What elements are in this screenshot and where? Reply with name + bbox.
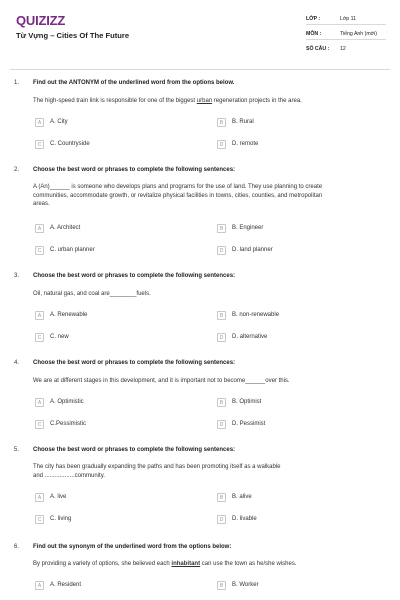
- question-number: 3.: [14, 273, 20, 279]
- option-letter-box: D: [217, 515, 226, 524]
- question-number: 2.: [14, 167, 20, 173]
- option-letter-box: B: [217, 493, 226, 502]
- option-letter-box: B: [217, 118, 226, 127]
- option-letter-box: B: [217, 398, 226, 407]
- header-divider: [10, 69, 390, 70]
- underlined-word: urban: [196, 98, 213, 104]
- option-label: B. Rural: [232, 119, 254, 125]
- option-label: C. new: [50, 334, 69, 340]
- option-letter-box: D: [217, 140, 226, 149]
- question-number: 4.: [14, 360, 20, 366]
- question-text: [33, 463, 367, 480]
- option-letter-box: B: [217, 224, 226, 233]
- question-text: [33, 183, 367, 209]
- option-label: D. Pessimist: [232, 421, 266, 427]
- question-title: Choose the best word or phrases to complete the following sentences:: [33, 447, 236, 453]
- option-letter-box: A: [35, 224, 44, 233]
- option-label: C. Countryside: [50, 141, 90, 147]
- option-letter-box: D: [217, 246, 226, 255]
- option-letter-box: D: [217, 333, 226, 342]
- option-label: C.Pessimistic: [50, 421, 87, 427]
- question-text: The high-speed train link is responsible for one of the biggest urban regeneration projects in the area.: [33, 98, 302, 104]
- underlined-word: inhabitant: [171, 561, 201, 567]
- question-number: 1.: [14, 80, 20, 86]
- option-label: B. Optimist: [232, 399, 262, 405]
- question-title: Find out the synonym of the underlined word from the options below:: [33, 544, 232, 550]
- text-line: communities, accommodate growth, or revitalize physical facilities in towns, cities, counties, and metropolitan: [33, 192, 323, 199]
- option-label: D. alternative: [232, 334, 268, 340]
- question-number: 6.: [14, 544, 20, 550]
- question-text: Oil, natural gas, and coal are________fuels.: [33, 291, 151, 297]
- worksheet-header: [0, 0, 400, 70]
- meta-value: Tiếng Anh (mới): [340, 31, 377, 37]
- option-label: C. urban planner: [50, 247, 95, 253]
- meta-divider: [306, 39, 386, 40]
- quizizz-logo: QUIZIZZ: [16, 13, 66, 28]
- option-label: A. Resident: [50, 582, 82, 588]
- option-letter-box: B: [217, 311, 226, 320]
- option-letter-box: C: [35, 140, 44, 149]
- option-label: D. land planner: [232, 247, 273, 253]
- meta-divider: [306, 24, 386, 25]
- option-letter-box: A: [35, 311, 44, 320]
- meta-label: LỚP :: [306, 16, 321, 22]
- question-text: We are at different stages in this development, and it is important not to become______over this.: [33, 378, 290, 384]
- question-text: By providing a variety of options, she believed each inhabitant can use the town as he/she wishes.: [33, 561, 297, 567]
- meta-label: MÔN :: [306, 31, 322, 37]
- option-label: A. Architect: [50, 225, 81, 231]
- option-label: B. Worker: [232, 582, 259, 588]
- option-label: B. Engineer: [232, 225, 264, 231]
- meta-value: 12: [340, 46, 346, 52]
- text-line: areas.: [33, 201, 50, 207]
- option-label: D. livable: [232, 516, 257, 522]
- option-label: B. non-renewable: [232, 312, 280, 318]
- question-title: Find out the ANTONYM of the underlined word from the options below.: [33, 80, 235, 86]
- text-line: and ..................community.: [33, 472, 105, 479]
- question-title: Choose the best word or phrases to complete the following sentences:: [33, 360, 236, 366]
- option-letter-box: C: [35, 420, 44, 429]
- option-letter-box: D: [217, 420, 226, 429]
- option-letter-box: A: [35, 398, 44, 407]
- worksheet-title: Từ Vựng – Cities Of The Future: [16, 31, 130, 40]
- option-letter-box: A: [35, 118, 44, 127]
- meta-value: Lớp 11: [340, 16, 356, 22]
- question-title: Choose the best word or phrases to complete the following sentences:: [33, 273, 236, 279]
- option-label: A. City: [50, 119, 68, 125]
- option-label: C. living: [50, 516, 72, 522]
- option-label: B. alive: [232, 494, 252, 500]
- option-letter-box: A: [35, 493, 44, 502]
- option-label: A. live: [50, 494, 67, 500]
- option-letter-box: C: [35, 515, 44, 524]
- option-letter-box: B: [217, 581, 226, 590]
- option-letter-box: C: [35, 333, 44, 342]
- text-line: The city has been gradually expanding the paths and has been promoting itself as a walkable: [33, 464, 281, 470]
- question-number: 5.: [14, 447, 20, 453]
- question-title: Choose the best word or phrases to complete the following sentences:: [33, 167, 236, 173]
- meta-label: SỐ CÂU :: [306, 46, 330, 52]
- option-label: A. Renewable: [50, 312, 88, 318]
- option-label: A. Optimistic: [50, 399, 84, 405]
- option-label: D. remote: [232, 141, 259, 147]
- text-line: A (An)______ is someone who develops plans and programs for the use of land. They use planning to create: [33, 184, 323, 190]
- option-letter-box: C: [35, 246, 44, 255]
- option-letter-box: A: [35, 581, 44, 590]
